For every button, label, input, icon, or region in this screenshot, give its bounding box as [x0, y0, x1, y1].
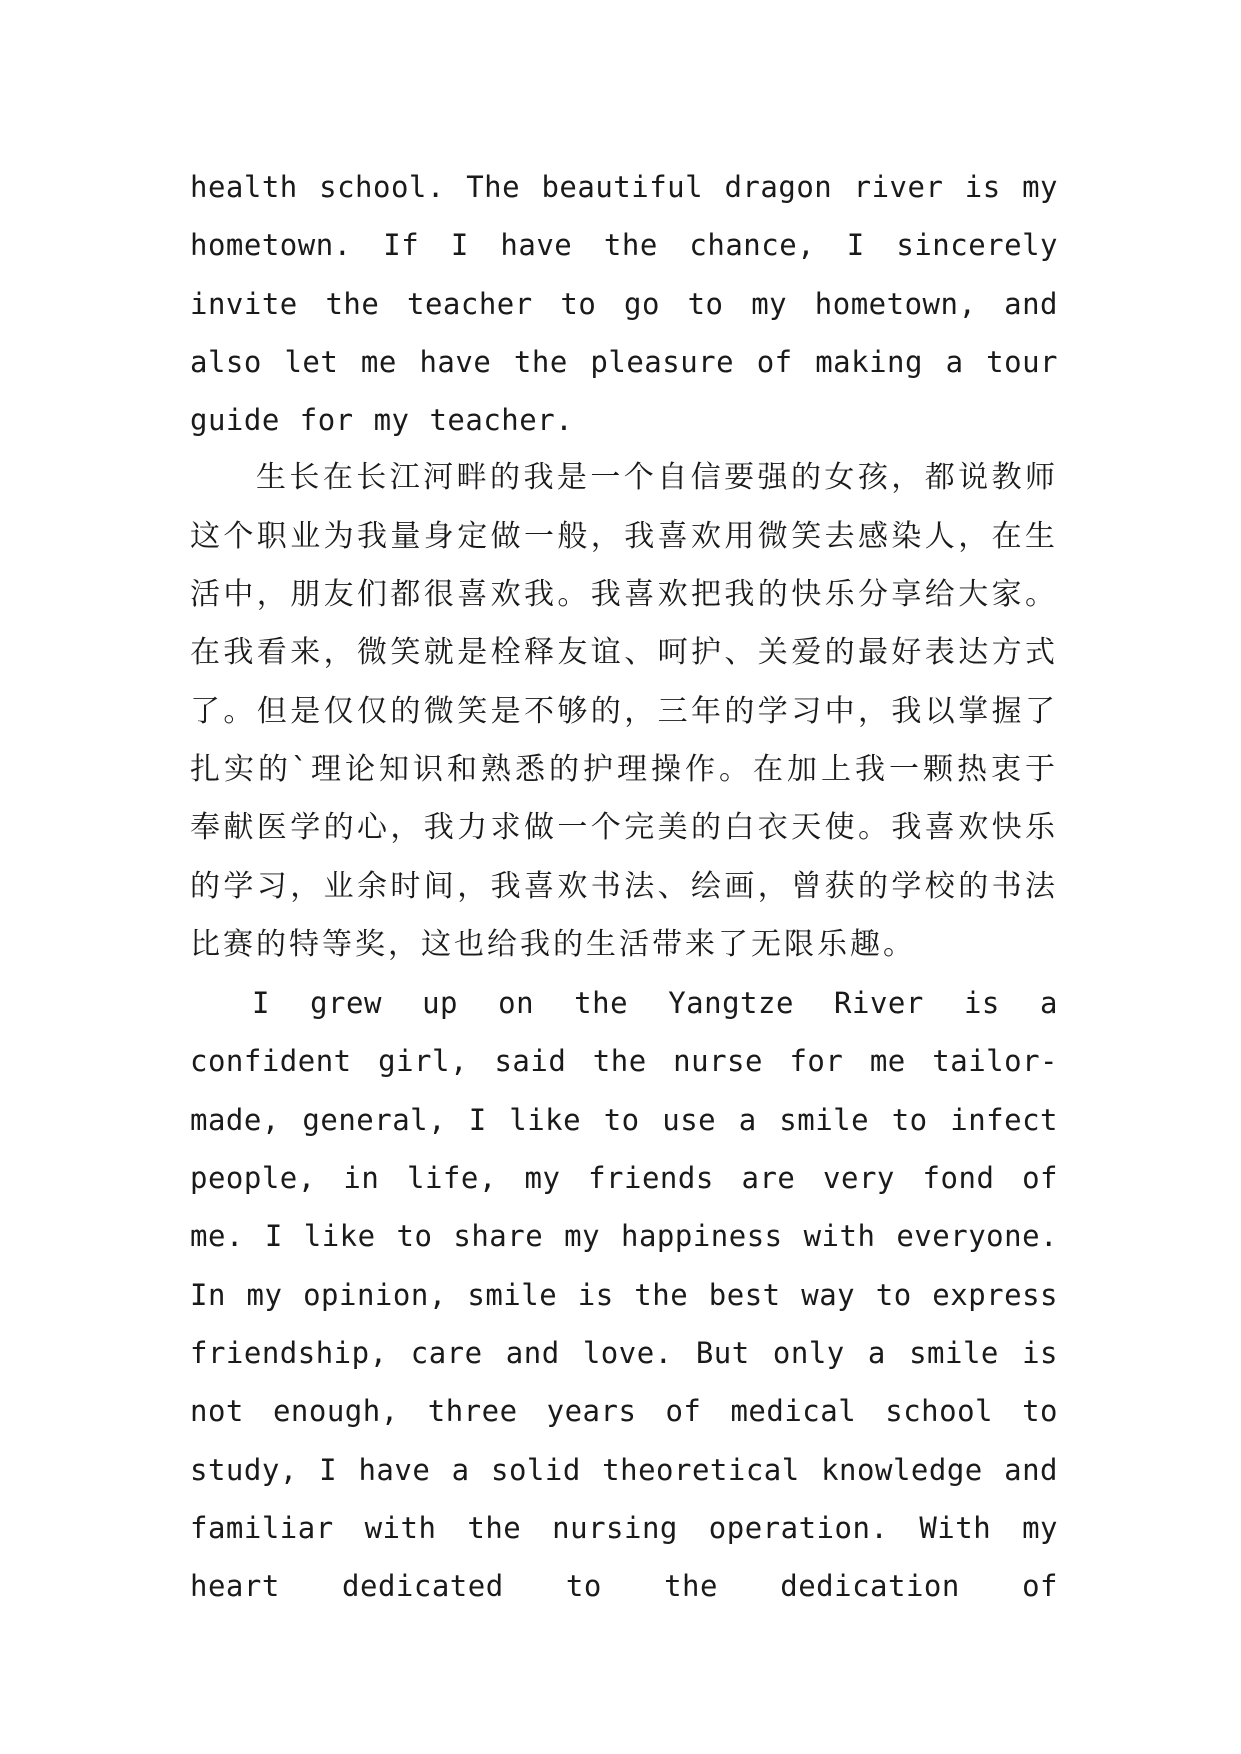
paragraph-english-intro: health school. The beautiful dragon river is my hometown. If I have the chance, I sincerely invite the teacher to go to my hometown, and also let me have the pleasure of making a tour guide for my teacher. [190, 170, 1058, 438]
body-text [190, 158, 1058, 1615]
paragraph-chinese-self-introduction: 生长在长江河畔的我是一个自信要强的女孩，都说教师这个职业为我量身定做一般，我喜欢用微笑去感染人，在生活中，朋友们都很喜欢我。我喜欢把我的快乐分享给大家。在我看来，微笑就是栓释友谊、呵护、关爱的最好表达方式了。但是仅仅的微笑是不够的，三年的学习中，我以掌握了扎实的`理论知识和熟悉的护理操作。在加上我一颗热衷于奉献医学的心，我力求做一个完美的白衣天使。我喜欢快乐的学习，业余时间，我喜欢书法、绘画，曾获的学校的书法比赛的特等奖，这也给我的生活带来了无限乐趣。 [190, 460, 1058, 962]
paragraph-english-self-introduction: I grew up on the Yangtze River is a confident girl, said the nurse for me tailor-made, general, I like to use a smile to infect people, in life, my friends are very fond of me. I like to share my happiness with everyone. In my opinion, smile is the best way to express friendship, care and love. But only a smile is not enough, three years of medical school to study, I have a solid theoretical knowledge and familiar with the nursing operation. With my heart dedicated to the dedication of [190, 986, 1058, 1604]
